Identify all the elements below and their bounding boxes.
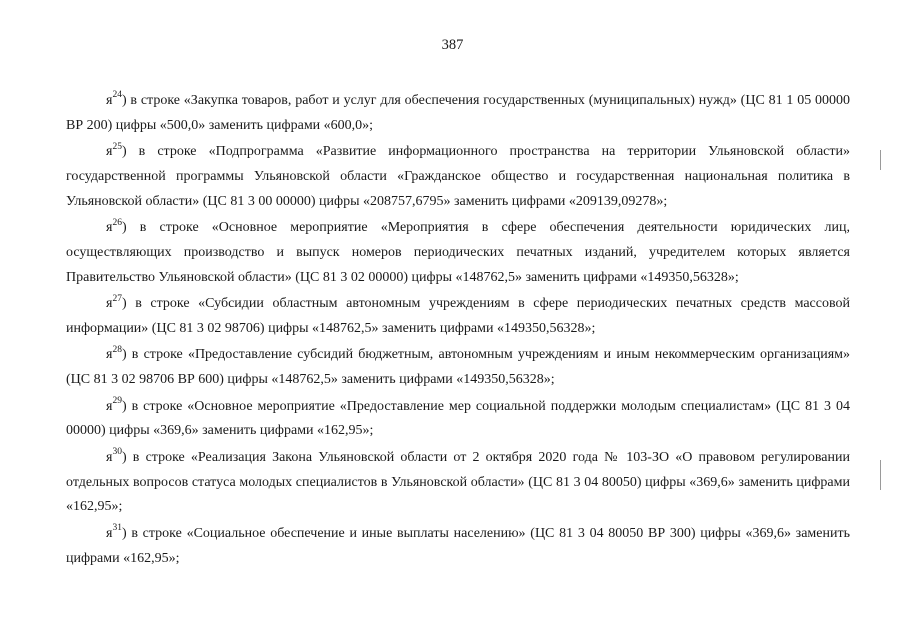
paragraph-text: ) в строке «Закупка товаров, работ и услуг для обеспечения государственных (муниципальных) нужд» (ЦС 81 1 05 00000 ВР 200) цифры «500,0» заменить цифрами «600,0»; — [66, 93, 850, 133]
item-superscript: 25 — [112, 141, 122, 152]
item-superscript: 27 — [112, 293, 122, 304]
item-letter: я — [106, 525, 113, 541]
paragraph-ya31 — [66, 522, 850, 572]
paragraph-text: ) в строке «Подпрограмма «Развитие информационного пространства на территории Ульяновской области» государственной программы Ульяновской области «Гражданское общество и государственная национальная политика в Ульяновской области» (ЦС 81 3 00 00000) цифры «208757,6795» заменить цифрами «209139,09278»; — [66, 144, 850, 209]
item-superscript: 29 — [112, 395, 122, 406]
item-letter: я — [106, 144, 113, 160]
item-letter: я — [106, 398, 113, 414]
scan-margin-mark — [880, 460, 881, 490]
paragraph-ya29 — [66, 395, 850, 445]
item-superscript: 28 — [112, 344, 122, 355]
item-superscript: 26 — [112, 217, 122, 228]
paragraph-text: ) в строке «Социальное обеспечение и иные выплаты населению» (ЦС 81 3 04 80050 ВР 300) цифры «369,6» заменить цифрами «162,95»; — [66, 525, 850, 566]
item-letter: я — [106, 93, 113, 108]
paragraph-text: ) в строке «Субсидии областным автономным учреждениям в сфере периодических печатных средств массовой информации» (ЦС 81 3 02 98706) цифры «148762,5» заменить цифрами «149350,56328»; — [66, 296, 850, 336]
item-superscript: 30 — [112, 447, 122, 458]
paragraph-ya26 — [66, 216, 850, 290]
document-body — [66, 89, 850, 573]
paragraph-ya27 — [66, 292, 850, 342]
paragraph-ya28 — [66, 343, 850, 393]
item-superscript: 24 — [112, 90, 122, 101]
item-letter: я — [106, 347, 113, 363]
paragraph-ya24 — [66, 89, 850, 139]
paragraph-ya25 — [66, 140, 850, 214]
item-letter: я — [106, 220, 113, 236]
item-letter: я — [106, 449, 113, 465]
scan-margin-mark — [880, 150, 881, 170]
page-number: 387 — [441, 37, 464, 53]
paragraph-text: ) в строке «Основное мероприятие «Мероприятия в сфере обеспечения деятельности юридических лиц, осуществляющих производство и выпуск номеров периодических печатных изданий, учредителем которых является Правительство Ульяновской области» (ЦС 81 3 02 00000) цифры «148762,5» заменить цифрами «149350,56328»; — [66, 220, 850, 285]
paragraph-text: ) в строке «Предоставление субсидий бюджетным, автономным учреждениям и иным некоммерческим организациям» (ЦС 81 3 02 98706 ВР 600) цифры «148762,5» заменить цифрами «149350,56328»; — [66, 347, 850, 388]
item-letter: я — [106, 296, 113, 312]
paragraph-ya30 — [66, 446, 850, 520]
item-superscript: 31 — [112, 523, 122, 534]
paragraph-text: ) в строке «Реализация Закона Ульяновской области от 2 октября 2020 года № 103-ЗО «О правовом регулировании отдельных вопросов статуса молодых специалистов в Ульяновской области» (ЦС 81 3 04 80050) цифры «369,6» заменить цифрами «162,95»; — [66, 449, 850, 515]
paragraph-text: ) в строке «Основное мероприятие «Предоставление мер социальной поддержки молодым специалистам» (ЦС 81 3 04 00000) цифры «369,6» заменить цифрами «162,95»; — [66, 398, 850, 439]
